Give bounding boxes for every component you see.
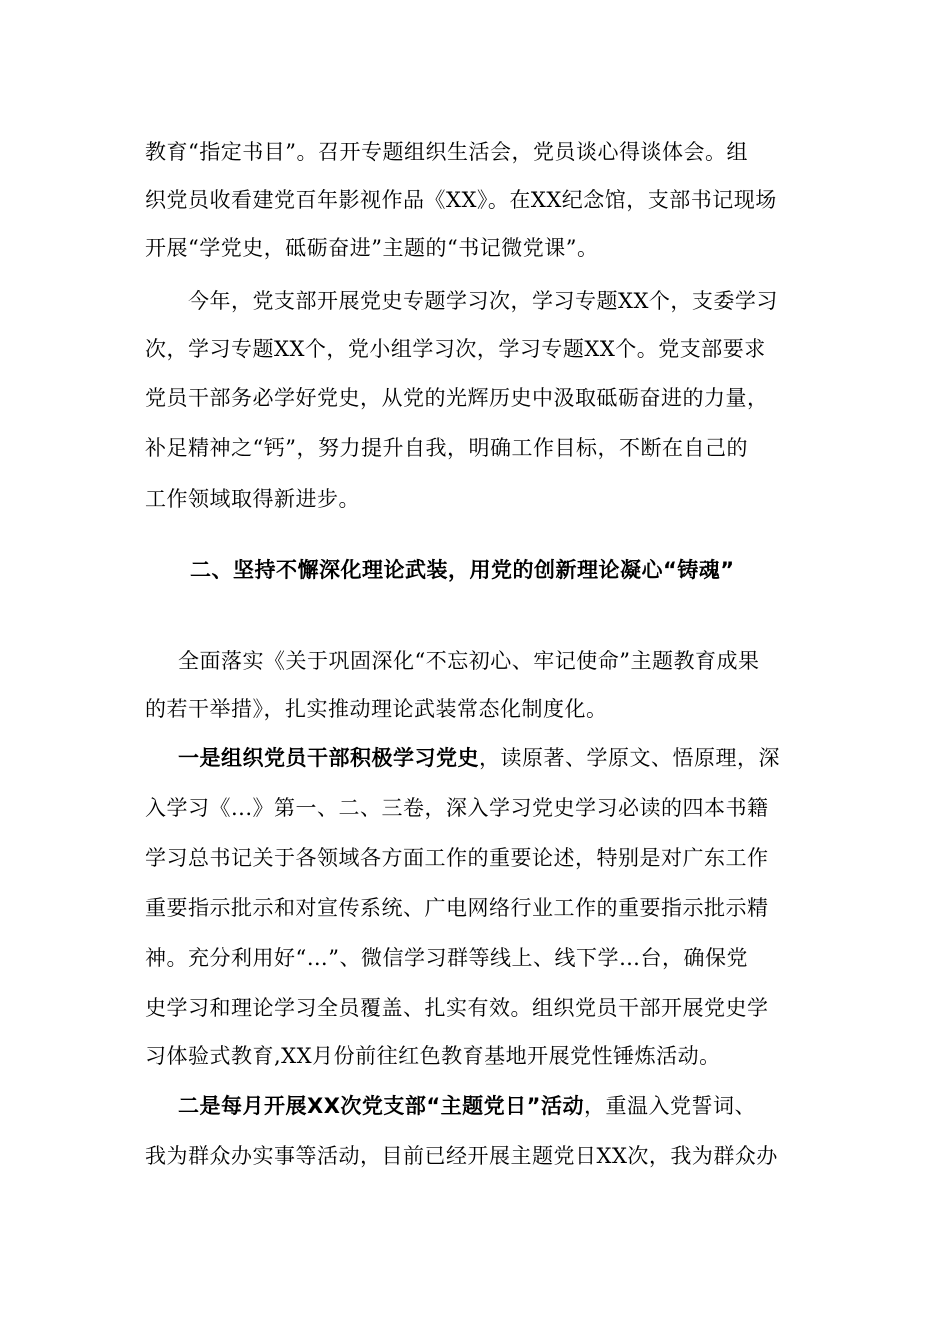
p2-line-3: 党员干部务必学好党史，从党的光辉历史中汲取砥砺奋进的力量，	[145, 386, 769, 410]
p2-line-5: 工作领域取得新进步。	[145, 487, 360, 511]
p5-line-1	[178, 1091, 843, 1121]
p4-line-3: 学习总书记关于各领域各方面工作的重要论述，特别是对广东工作	[145, 846, 769, 870]
p4-first-rest: ，读原著、学原文、悟原理，深	[479, 746, 780, 770]
p4-line-5: 神。充分利用好“…”、微信学习群等线上、线下学…台，确保党	[145, 946, 748, 970]
p1-line-3: 开展“学党史，砥砺奋进”主题的“书记微党课”。	[145, 236, 599, 260]
p4-line-7: 习体验式教育,XX月份前往红色教育基地开展党性锤炼活动。	[145, 1044, 721, 1068]
p2-line-4: 补足精神之“钙”，努力提升自我，明确工作目标，不断在自己的	[145, 436, 748, 460]
p5-first-rest: ，重温入党誓词、	[583, 1094, 756, 1118]
p2-line-1: 今年，党支部开展党史专题学习次，学习专题XX个，支委学习	[188, 289, 778, 313]
p5-line-2: 我为群众办实事等活动，目前已经开展主题党日XX次，我为群众办	[145, 1144, 778, 1168]
p2-line-2: 次，学习专题XX个，党小组学习次，学习专题XX个。党支部要求	[145, 337, 766, 361]
p4-line-6: 史学习和理论学习全员覆盖、扎实有效。组织党员干部开展党史学	[145, 996, 769, 1020]
section-heading: 二、坚持不懈深化理论武装，用党的创新理论凝心“铸魂”	[190, 558, 735, 582]
p3-line-2: 的若干举措》，扎实推动理论武装常态化制度化。	[145, 697, 608, 721]
p1-line-1: 教育“指定书目”。召开专题组织生活会，党员谈心得谈体会。组	[145, 140, 748, 164]
p4-line-4: 重要指示批示和对宣传系统、广电网络行业工作的重要指示批示精	[145, 896, 769, 920]
p5-lead: 二是每月开展XX次党支部“主题党日”活动	[178, 1094, 584, 1118]
p1-line-2: 织党员收看建党百年影视作品《XX》。在XX纪念馆，支部书记现场	[145, 188, 777, 212]
p4-line-2: 入学习《...》第一、二、三卷，深入学习党史学习必读的四本书籍	[145, 796, 769, 820]
p4-line-1	[178, 743, 843, 773]
p4-lead: 一是组织党员干部积极学习党史	[178, 746, 479, 770]
p3-line-1: 全面落实《关于巩固深化“不忘初心、牢记使命”主题教育成果	[178, 649, 760, 673]
